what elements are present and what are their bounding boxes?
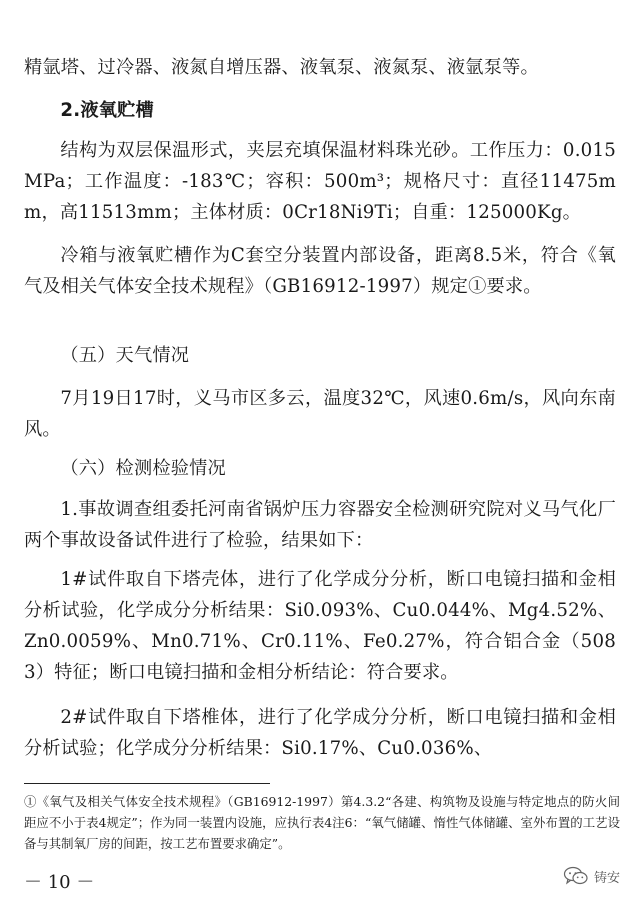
footnote-divider <box>24 783 270 784</box>
section-heading-weather: （五）天气情况 <box>60 345 190 366</box>
page-number: － 10 － <box>24 872 95 893</box>
wechat-icon <box>563 866 589 886</box>
paragraph-equipment-list: 精氩塔、过冷器、液氮自增压器、液氧泵、液氮泵、液氩泵等。 <box>24 57 539 78</box>
paragraph-specimen-1: 1#试件取自下塔壳体，进行了化学成分分析，断口电镜扫描和金相分析试验，化学成分分析结果：Si0.093%、Cu0.044%、Mg4.52%、Zn0.0059%、Mn0.71%、Cr0.11%、Fe0.27%，符合铝合金（5083）特征；断口电镜扫描和金相分析结论：符合要求。 <box>24 569 616 683</box>
paragraph-weather-conditions: 7月19日17时，义马市区多云，温度32℃，风速0.6m/s，风向东南风。 <box>24 388 616 440</box>
watermark-label: 铸安 <box>593 870 620 886</box>
section-heading-inspection: （六）检测检验情况 <box>60 458 226 479</box>
paragraph-specimen-2: 2#试件取自下塔椎体，进行了化学成分分析，断口电镜扫描和金相分析试验；化学成分分析结果：Si0.17%、Cu0.036%、 <box>24 707 616 759</box>
paragraph-tank-specifications: 结构为双层保温形式，夹层充填保温材料珠光砂。工作压力：0.015MPa；工作温度：-183℃；容积：500m³；规格尺寸：直径11475mm，高11513mm；主体材质：0Cr18Ni9Ti；自重：125000Kg。 <box>24 140 616 223</box>
section-heading-liquid-oxygen-tank: 2.液氧贮槽 <box>60 100 154 121</box>
watermark <box>563 866 620 886</box>
paragraph-distance-compliance: 冷箱与液氧贮槽作为C套空分装置内部设备，距离8.5米，符合《氧气及相关气体安全技术规程》（GB16912-1997）规定①要求。 <box>24 245 616 297</box>
paragraph-inspection-entrusted: 1.事故调查组委托河南省锅炉压力容器安全检测研究院对义马气化厂两个事故设备试件进行了检验，结果如下： <box>24 499 616 551</box>
footnote-text: ①《氧气及相关气体安全技术规程》（GB16912-1997）第4.3.2“各建、构筑物及设施与特定地点的防火间距应不小于表4规定”；作为同一装置内设施，应执行表4注6：“氧气储罐、惰性气体储罐、室外布置的工艺设备与其制氧厂房的间距，按工艺布置要求确定”。 <box>24 794 620 851</box>
